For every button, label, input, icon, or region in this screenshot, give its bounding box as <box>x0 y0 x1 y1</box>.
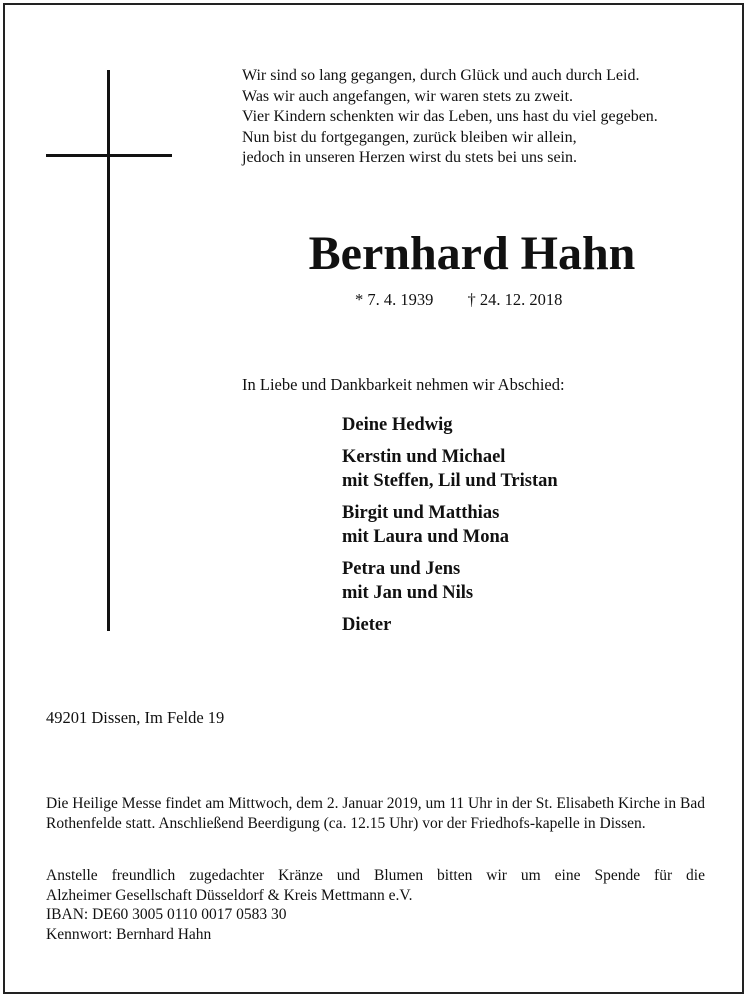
mourner-line: Petra und Jens <box>342 559 461 579</box>
mourner-line: Deine Hedwig <box>342 415 453 435</box>
deceased-name: Bernhard Hahn <box>308 227 636 280</box>
donation-line: Alzheimer Gesellschaft Düsseldorf & Kreis Mettmann e.V. <box>46 886 413 904</box>
family-address: 49201 Dissen, Im Felde 19 <box>46 708 225 727</box>
poem-line: jedoch in unseren Herzen wirst du stets bei uns sein. <box>242 149 578 166</box>
donation-iban: IBAN: DE60 3005 0110 0017 0583 30 <box>46 906 287 923</box>
poem <box>242 66 722 169</box>
life-dates <box>355 290 562 310</box>
mass-announcement: Die Heilige Messe findet am Mittwoch, dem 2. Januar 2019, um 11 Uhr in der St. Elisabeth Kirche in Bad Rothenfelde statt. Anschließend Beerdigung (ca. 12.15 Uhr) vor der Friedhofs-kapelle in Dissen. <box>46 795 705 832</box>
mourner-line: mit Steffen, Lil und Tristan <box>342 471 558 491</box>
birth-date: * 7. 4. 1939 <box>355 290 434 309</box>
poem-line: Was wir auch angefangen, wir waren stets zu zweit. <box>242 87 574 105</box>
death-date: † 24. 12. 2018 <box>467 290 563 309</box>
farewell-intro: In Liebe und Dankbarkeit nehmen wir Abschied: <box>242 375 565 394</box>
mourner-line: mit Jan und Nils <box>342 583 474 603</box>
mourner-line: Kerstin und Michael <box>342 447 506 467</box>
donation-request <box>46 866 705 944</box>
mourners-list <box>342 413 558 645</box>
mourner-line: mit Laura und Mona <box>342 527 510 547</box>
poem-line: Nun bist du fortgegangen, zurück bleiben wir allein, <box>242 128 577 146</box>
mourner-line: Birgit und Matthias <box>342 503 500 523</box>
mourner-group <box>342 501 558 549</box>
cross-icon-bar <box>46 154 172 157</box>
mourner-line: Dieter <box>342 615 392 635</box>
mourner-group <box>342 557 558 605</box>
mourner-group <box>342 445 558 493</box>
poem-line: Vier Kindern schenkten wir das Leben, uns hast du viel gegeben. <box>242 108 658 125</box>
donation-line: Anstelle freundlich zugedachter Kränze und Blumen bitten wir um eine Spende für die <box>46 867 705 884</box>
poem-line: Wir sind so lang gegangen, durch Glück und auch durch Leid. <box>242 67 640 84</box>
donation-keyword: Kennwort: Bernhard Hahn <box>46 925 212 943</box>
mourner-group <box>342 413 558 437</box>
mourner-group <box>342 613 558 637</box>
